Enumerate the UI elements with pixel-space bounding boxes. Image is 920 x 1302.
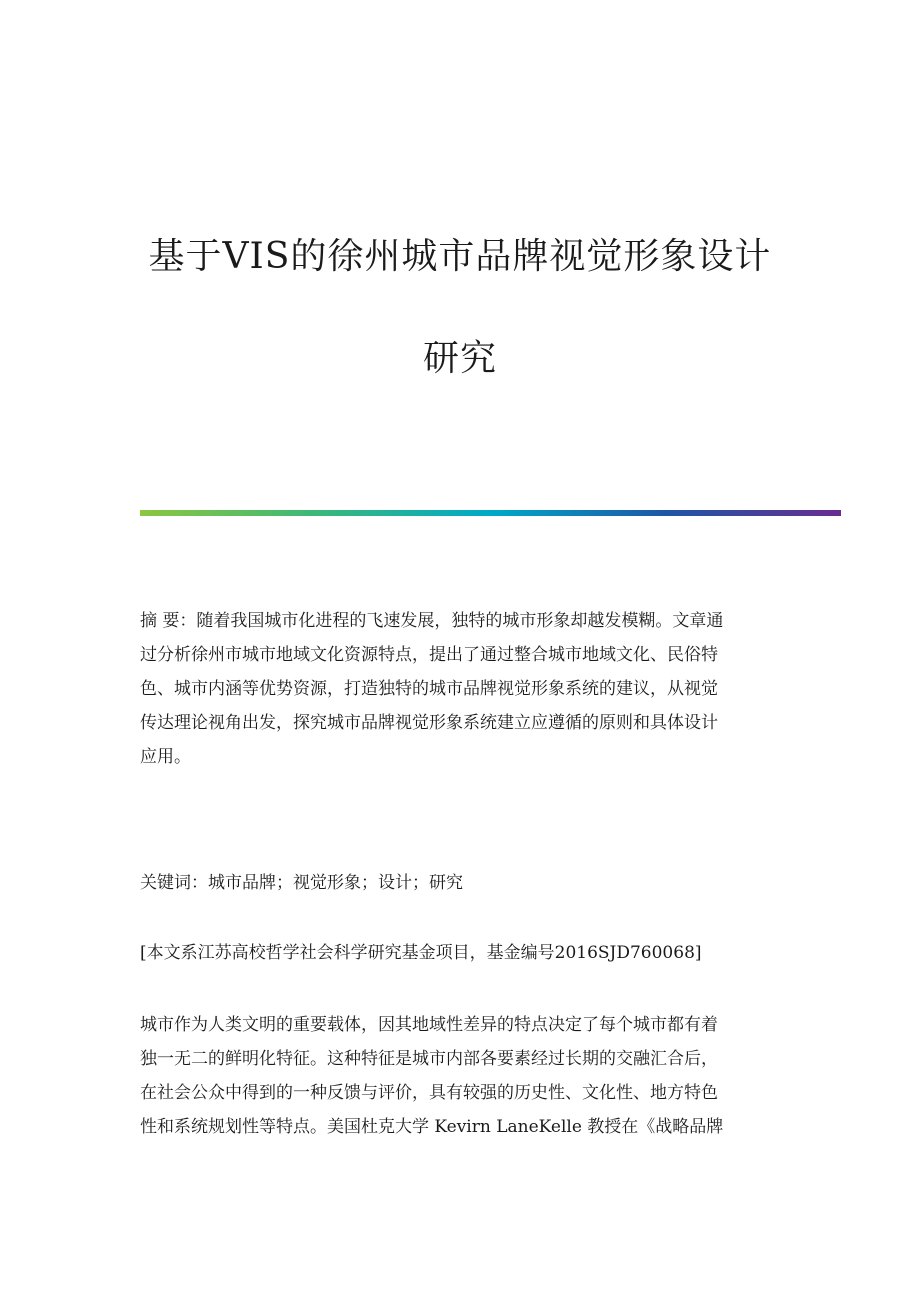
body-line: 在社会公众中得到的一种反馈与评价，具有较强的历史性、文化性、地方特色 bbox=[140, 1083, 718, 1103]
abstract-line: 色、城市内涵等优势资源，打造独特的城市品牌视觉形象系统的建议，从视觉 bbox=[140, 679, 718, 699]
body-line: 独一无二的鲜明化特征。这种特征是城市内部各要素经过长期的交融汇合后， bbox=[140, 1049, 718, 1069]
document-title-line-2: 研究 bbox=[422, 338, 497, 379]
fund-note: [本文系江苏高校哲学社会科学研究基金项目，基金编号2016SJD760068] bbox=[140, 943, 702, 963]
document-title-line-1: 基于VIS的徐州城市品牌视觉形象设计 bbox=[148, 236, 772, 277]
body-line: 城市作为人类文明的重要载体，因其地域性差异的特点决定了每个城市都有着 bbox=[140, 1015, 718, 1035]
abstract-paragraph bbox=[140, 604, 780, 774]
abstract-line: 应用。 bbox=[140, 747, 191, 767]
body-line: 性和系统规划性等特点。美国杜克大学 Kevirn LaneKelle 教授在《战略品牌 bbox=[140, 1117, 724, 1137]
body-paragraph bbox=[140, 1008, 780, 1144]
abstract-line: 传达理论视角出发，探究城市品牌视觉形象系统建立应遵循的原则和具体设计 bbox=[140, 713, 718, 733]
abstract-line: 摘 要：随着我国城市化进程的飞速发展，独特的城市形象却越发模糊。文章通 bbox=[140, 611, 724, 631]
keywords-line: 关键词：城市品牌；视觉形象；设计；研究 bbox=[140, 873, 463, 893]
abstract-line: 过分析徐州市城市地域文化资源特点，提出了通过整合城市地域文化、民俗特 bbox=[140, 645, 718, 665]
gradient-divider bbox=[140, 510, 841, 516]
